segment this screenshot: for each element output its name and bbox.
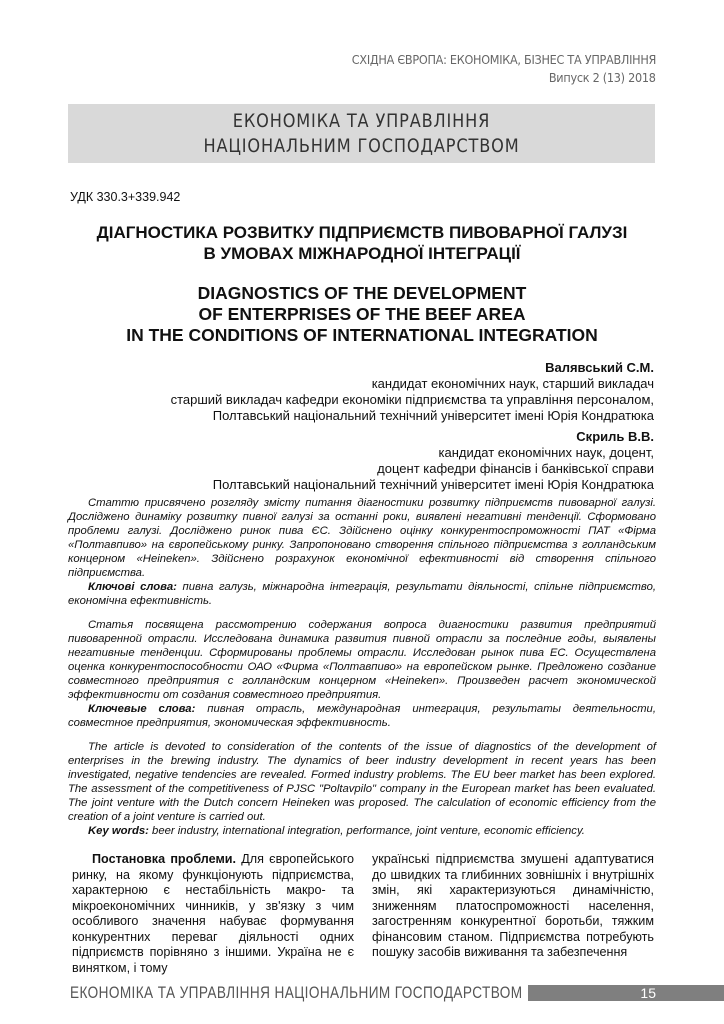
author-affiliation: кандидат економічних наук, старший викладач [371,376,654,391]
title-en-line: DIAGNOSTICS OF THE DEVELOPMENT [197,283,527,303]
section-line-2: НАЦІОНАЛЬНИМ ГОСПОДАРСТВОМ [203,135,520,157]
author-name: Скриль В.В. [576,429,654,444]
footer-title: ЕКОНОМІКА ТА УПРАВЛІННЯ НАЦІОНАЛЬНИМ ГОСПОДАРСТВОМ [70,983,523,1002]
title-ua-line: В УМОВАХ МІЖНАРОДНОЇ ІНТЕГРАЦІЇ [203,244,521,263]
body-column-2 [372,852,654,976]
keywords-label: Ключевые слова: [88,703,196,715]
title-en [60,283,664,346]
title-en-line: OF ENTERPRISES OF THE BEEF AREA [198,304,526,324]
abstract-text: The article is devoted to consideration of the contents of the issue of diagnostics of the development of enterprises in the brewing industry. The dynamics of beer industry development in recent years has been investigated, negative tendencies are revealed. Formed industry problems. The EU beer market has been explored. The assessment of the competitiveness of PJSC "Poltavpilo" company in the European market has been evaluated. The joint venture with the Dutch concern Heineken was proposed. The calculation of economic efficiency from the creation of a joint venture is carried out. [68,741,656,823]
title-ua [60,222,664,264]
page-number-bar [528,985,724,1001]
title-en-line: IN THE CONDITIONS OF INTERNATIONAL INTEGRATION [126,325,598,345]
abstract-text: Статья посвящена рассмотрению содержания вопроса диагностики развития предприятий пивоваренной отрасли. Исследована динамика развития пивной отрасли за последние годы, выявлены негативные тенденции. Сформированы проблемы отрасли. Исследован рынок пива ЕС. Осуществлена оценка конкурентоспособности ОАО «Фирма «Полтавпиво» на европейском рынке. Предложено создание совместного предприятия с голландским концерном «Heineken». Произведен расчет экономической эффективности от создания совместного предприятия. [68,619,656,701]
journal-title: СХІДНА ЄВРОПА: ЕКОНОМІКА, БІЗНЕС ТА УПРАВЛІННЯ [351,52,656,67]
abstract-text: Статтю присвячено розгляду змісту питання діагностики розвитку підприємств пивоварної галузі. Досліджено динаміку розвитку пивної галузі за останні роки, виявлені негативні тенденції. Сформовано проблеми галузі. Досліджено ринок пива ЄС. Здійснено оцінку конкурентоспроможності ПАТ «Фірма «Полтавпиво» на європейському ринку. Запропоновано створення спільного підприємства з голландським концерном «Heineken». Здійснено розрахунок економічної ефективності від створення спільного підприємства. [68,497,656,579]
title-ua-line: ДІАГНОСТИКА РОЗВИТКУ ПІДПРИЄМСТВ ПИВОВАРНОЇ ГАЛУЗІ [96,223,628,242]
body-text: українські підприємства змушені адаптуватися до швидких та глибинних зовнішніх і внутрішніх змін, які характеризуються динамічністю, зниженням платоспроможності населення, загостренням конкурентної боротьби, тяжким фінансовим станом. Підприємства потребують пошуку засобів виживання та забезпечення [372,852,654,959]
author-affiliation: доцент кафедри фінансів і банківської справи [377,461,654,476]
footer [0,984,724,1002]
author-affiliation: Полтавський національний технічний університет імені Юрія Кондратюка [212,477,654,492]
keywords: пивна галузь, міжнародна інтеграція, результати діяльності, спільне підприємство, економічна ефективність. [68,581,656,607]
body-text: Для європейського ринку, на якому функціонують підприємства, характерною є нестабільність макро- та мікроекономічних чинників, у зв'язку з чим особливого значення набуває формування конкурентних переваг діяльності одних підприємств порівняно з іншими. Україна не є винятком, і тому [72,852,355,975]
abstract-en [68,740,656,838]
page-number: 15 [640,985,656,1001]
main-flow [0,496,724,1002]
author-1 [171,360,654,424]
keywords-label: Key words: [88,825,149,837]
abstract-ru [68,618,656,730]
section-line-1: ЕКОНОМІКА ТА УПРАВЛІННЯ [232,110,491,132]
section-heading: Постановка проблеми. [92,852,237,866]
body-columns [72,852,654,976]
abstract-ua [68,496,656,608]
keywords-label: Ключові слова: [88,581,177,593]
body-column-1 [72,852,354,976]
udc: УДК 330.3+339.942 [70,190,181,204]
issue-number: Випуск 2 (13) 2018 [549,70,656,85]
author-2 [213,429,654,493]
author-name: Валявський С.М. [545,360,654,375]
keywords: beer industry, international integration, performance, joint venture, economic efficiency. [148,825,585,837]
author-affiliation: Полтавський національний технічний університет імені Юрія Кондратюка [212,408,654,423]
keywords: пивная отрасль, международная интеграция, результаты деятельности, совместное предприятия, экономическая эффективность. [68,703,656,729]
section-banner [68,104,655,163]
author-affiliation: старший викладач кафедри економіки підприємства та управління персоналом, [170,392,654,407]
author-affiliation: кандидат економічних наук, доцент, [438,445,654,460]
